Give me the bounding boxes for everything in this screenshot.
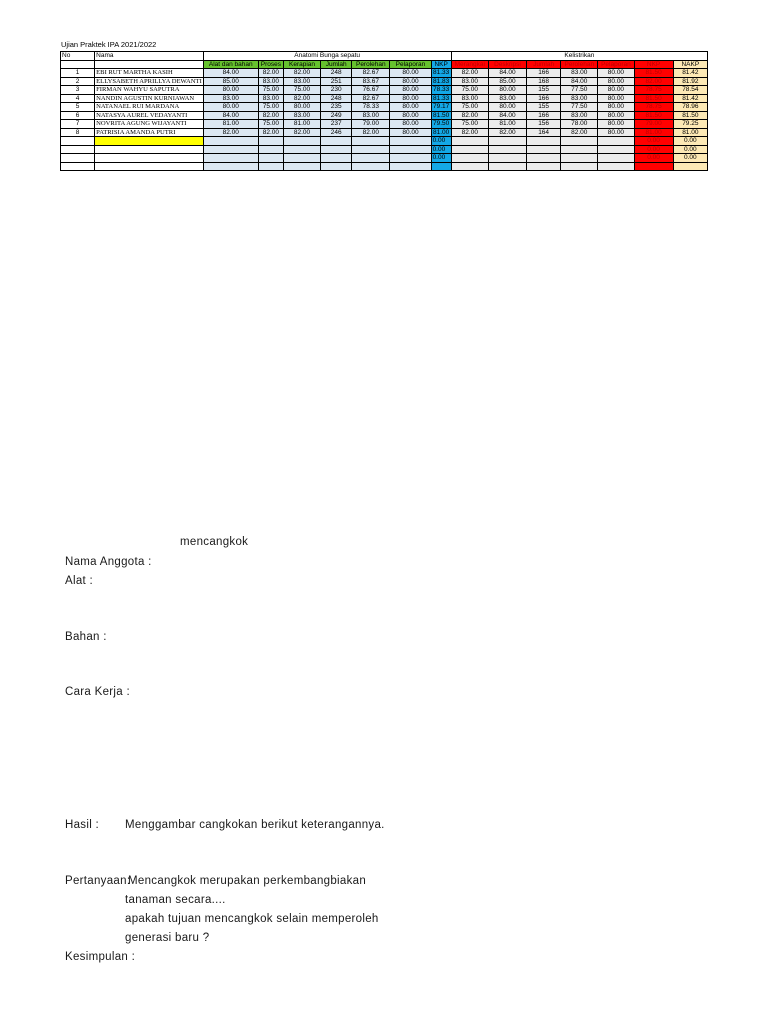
cell-kelistrikan: 82.00 (488, 128, 526, 137)
cell-anatomi: 79.50 (433, 120, 450, 127)
cell-kelistrikan (488, 154, 526, 163)
cell-anatomi: 81.83 (433, 77, 450, 85)
cell-anatomi (390, 145, 431, 154)
cell-anatomi-nkp: 0.00 (431, 137, 451, 146)
header-row-1 (61, 52, 708, 61)
cell-anatomi: 80.00 (283, 103, 320, 112)
table-row (61, 103, 708, 112)
cell-no: 6 (61, 111, 95, 120)
cell-anatomi (390, 162, 431, 171)
label-cara-kerja: Cara Kerja : (65, 686, 130, 698)
cell-anatomi: 75.00 (283, 86, 320, 95)
cell-kelistrikan (527, 162, 561, 171)
cell-kelistrikan (488, 162, 526, 171)
cell-kelistrikan (488, 145, 526, 154)
sheet-title: Ujian Praktek IPA 2021/2022 (61, 40, 157, 49)
cell-anatomi: 82.00 (258, 111, 283, 120)
col-header: Kerapian (283, 60, 320, 69)
col-header: Deskripsi (488, 60, 526, 69)
cell-anatomi (321, 154, 352, 163)
cell-kelistrikan (527, 154, 561, 163)
cell-kelistrikan: 75.00 (451, 120, 488, 129)
cell-no (61, 154, 95, 163)
cell-no: 2 (61, 77, 95, 86)
cell-anatomi: 82.67 (352, 69, 390, 78)
col-header: NKP (431, 60, 451, 69)
cell-anatomi: 82.67 (352, 94, 390, 103)
question-2-line-1: apakah tujuan mencangkok selain memperoleh (125, 913, 379, 925)
table-row (61, 77, 708, 86)
header-blank (61, 60, 95, 69)
cell-kelistrikan: 82.00 (451, 128, 488, 137)
cell-anatomi: 80.00 (390, 103, 431, 112)
cell-kelistrikan: 83.00 (451, 77, 488, 86)
col-header: Jumlah (321, 60, 352, 69)
cell-nama (95, 162, 203, 171)
cell-anatomi: 81.00 (283, 120, 320, 129)
cell-kelistrikan (527, 145, 561, 154)
cell-anatomi: 83.67 (352, 77, 390, 86)
cell-kelistrikan: 75.00 (451, 86, 488, 95)
cell-kelistrikan: 80.00 (598, 103, 634, 112)
cell-anatomi-nkp: 0.00 (431, 145, 451, 154)
col-header: Proses (258, 60, 283, 69)
cell-kelistrikan: 78.00 (561, 120, 598, 129)
label-pertanyaan: Pertanyaan: (65, 875, 131, 887)
header-nama: Nama (95, 52, 203, 61)
cell-kelistrikan: 81.00 (673, 128, 707, 137)
cell-anatomi: 80.00 (390, 86, 431, 95)
cell-anatomi: 251 (321, 77, 352, 86)
header-row-2 (61, 60, 708, 69)
cell-anatomi (352, 145, 390, 154)
cell-anatomi (258, 154, 283, 163)
cell-kelistrikan: 80.00 (598, 128, 634, 137)
label-nama-anggota: Nama Anggota : (65, 556, 152, 568)
cell-anatomi (283, 162, 320, 171)
question-1-line-1: Mencangkok merupakan perkembangbiakan (128, 875, 367, 887)
cell-anatomi: 81.50 (433, 111, 450, 119)
cell-kelistrikan (451, 145, 488, 154)
cell-kelistrikan: 78.96 (673, 103, 707, 112)
cell-kelistrikan: 81.42 (673, 94, 707, 103)
cell-kelistrikan: 81.00 (488, 120, 526, 129)
cell-anatomi: 230 (321, 86, 352, 95)
cell-anatomi: 75.00 (258, 103, 283, 112)
cell-anatomi (321, 137, 352, 146)
cell-no (61, 162, 95, 171)
cell-kelistrikan: 82.00 (451, 69, 488, 78)
table-row (61, 162, 708, 171)
hasil-text: Menggambar cangkokan berikut keterangannya. (125, 819, 385, 831)
cell-anatomi: 80.00 (390, 128, 431, 137)
cell-anatomi: 84.00 (203, 111, 258, 120)
cell-anatomi (203, 154, 258, 163)
score-table (60, 51, 708, 171)
cell-kelistrikan: 78.54 (673, 86, 707, 95)
cell-kelistrikan: 81.42 (673, 69, 707, 78)
cell-no: 8 (61, 128, 95, 137)
cell-no: 5 (61, 103, 95, 112)
table-row (61, 94, 708, 103)
cell-kelistrikan (561, 137, 598, 146)
table-row (61, 120, 708, 129)
col-header: Pelaporan (390, 60, 431, 69)
cell-nama: NANDIN AGUSTIN KURNIAWAN (95, 94, 203, 103)
cell-kelistrikan: 83.00 (561, 111, 598, 120)
cell-kelistrikan (561, 145, 598, 154)
cell-anatomi: 81.33 (433, 69, 450, 76)
cell-anatomi: 81.00 (203, 120, 258, 129)
cell-kelistrikan: 80.00 (488, 86, 526, 95)
col-header: Perolehan (352, 60, 390, 69)
cell-anatomi: 75.00 (258, 86, 283, 95)
cell-kelistrikan: 82.00 (561, 128, 598, 137)
cell-kelistrikan: 168 (527, 77, 561, 86)
cell-kelistrikan: 85.00 (488, 77, 526, 86)
cell-anatomi (203, 137, 258, 146)
cell-anatomi: 79.00 (352, 120, 390, 129)
cell-kelistrikan: 82.00 (634, 77, 673, 86)
cell-nakp: 0.00 (673, 154, 707, 163)
cell-anatomi: 81.00 (433, 128, 450, 136)
cell-kelistrikan (561, 162, 598, 171)
cell-no: 7 (61, 120, 95, 129)
cell-kelistrikan: 156 (527, 120, 561, 129)
cell-kelistrikan: 80.00 (598, 120, 634, 129)
cell-anatomi (203, 162, 258, 171)
cell-kelistrikan: 79.25 (673, 120, 707, 129)
cell-kelistrikan (451, 154, 488, 163)
cell-anatomi: 80.00 (390, 69, 431, 78)
cell-kelistrikan (527, 137, 561, 146)
cell-kelistrikan: 78.75 (634, 103, 673, 112)
cell-anatomi: 78.33 (433, 86, 450, 93)
cell-anatomi: 81.33 (433, 94, 450, 102)
table-row (61, 69, 708, 78)
cell-anatomi: 83.00 (258, 94, 283, 103)
cell-anatomi: 83.00 (258, 77, 283, 86)
cell-kelistrikan (598, 162, 634, 171)
cell-kelistrikan: 83.00 (561, 94, 598, 103)
cell-anatomi (283, 137, 320, 146)
cell-kelistrikan (561, 154, 598, 163)
cell-kelistrikan: 166 (527, 94, 561, 103)
cell-anatomi: 83.00 (283, 111, 320, 120)
cell-anatomi: 249 (321, 111, 352, 120)
cell-anatomi: 76.67 (352, 86, 390, 95)
cell-anatomi: 82.00 (283, 94, 320, 103)
cell-kelistrikan: 155 (527, 103, 561, 112)
cell-kelistrikan: 81.50 (673, 111, 707, 120)
cell-anatomi: 80.00 (390, 120, 431, 129)
cell-kelistrikan-nkp (634, 162, 673, 171)
cell-anatomi (390, 137, 431, 146)
cell-kelistrikan-nkp: 0.00 (634, 145, 673, 154)
cell-kelistrikan: 75.00 (451, 103, 488, 112)
cell-anatomi: 235 (321, 103, 352, 112)
cell-kelistrikan: 81.50 (634, 111, 673, 120)
cell-kelistrikan (598, 145, 634, 154)
cell-anatomi: 83.00 (352, 111, 390, 120)
cell-kelistrikan: 77.50 (561, 103, 598, 112)
cell-anatomi-nkp: 0.00 (431, 154, 451, 163)
cell-anatomi: 75.00 (258, 120, 283, 129)
table-row (61, 145, 708, 154)
cell-kelistrikan: 82.00 (451, 111, 488, 120)
cell-anatomi: 78.33 (352, 103, 390, 112)
cell-nama (95, 154, 203, 163)
cell-anatomi: 80.00 (203, 86, 258, 95)
cell-anatomi (258, 137, 283, 146)
doc-title: mencangkok (180, 536, 249, 548)
cell-anatomi: 80.00 (390, 94, 431, 103)
cell-anatomi (321, 145, 352, 154)
cell-nama: PATRISIA AMANDA PUTRI (95, 128, 203, 137)
cell-anatomi: 82.00 (352, 128, 390, 137)
cell-nama: EBI RUT MARTHA KASIH (95, 69, 203, 78)
col-header: Merangkai (451, 60, 488, 69)
cell-nama: NATANAEL RUI MARDANA (95, 103, 203, 112)
cell-anatomi (352, 162, 390, 171)
cell-nama (95, 145, 203, 154)
cell-no: 1 (61, 69, 95, 78)
cell-no: 4 (61, 94, 95, 103)
cell-anatomi: 84.00 (203, 69, 258, 78)
cell-anatomi: 246 (321, 128, 352, 137)
cell-nakp (673, 162, 707, 171)
cell-kelistrikan: 81.92 (673, 77, 707, 86)
cell-anatomi (283, 145, 320, 154)
cell-kelistrikan: 83.00 (488, 94, 526, 103)
cell-kelistrikan-nkp: 0.00 (634, 137, 673, 146)
cell-kelistrikan: 81.50 (634, 69, 673, 78)
table-row (61, 111, 708, 120)
cell-anatomi: 80.00 (390, 111, 431, 120)
header-group-kelistrikan: Kelistrikan (451, 52, 707, 61)
cell-kelistrikan: 84.00 (561, 77, 598, 86)
cell-nama (95, 137, 203, 146)
cell-kelistrikan (598, 137, 634, 146)
cell-anatomi (258, 162, 283, 171)
cell-anatomi (258, 145, 283, 154)
label-bahan: Bahan : (65, 631, 107, 643)
cell-kelistrikan-nkp: 0.00 (634, 154, 673, 163)
cell-nakp: 0.00 (673, 145, 707, 154)
cell-kelistrikan: 155 (527, 86, 561, 95)
cell-kelistrikan: 166 (527, 69, 561, 78)
cell-nama: FIRMAN WAHYU SAPUTRA (95, 86, 203, 95)
cell-kelistrikan: 80.00 (598, 94, 634, 103)
cell-anatomi (352, 137, 390, 146)
col-header: Alat dan bahan (203, 60, 258, 69)
cell-nama: NOVRITA AGUNG WIJAYANTI (95, 120, 203, 129)
col-header: Jumlah (527, 60, 561, 69)
cell-kelistrikan: 164 (527, 128, 561, 137)
cell-anatomi: 83.00 (203, 94, 258, 103)
cell-kelistrikan: 84.00 (488, 111, 526, 120)
cell-kelistrikan (451, 162, 488, 171)
cell-kelistrikan: 79.00 (634, 120, 673, 129)
table-row (61, 128, 708, 137)
cell-anatomi: 85.00 (203, 77, 258, 86)
col-header: NKP (634, 60, 673, 69)
cell-anatomi: 82.00 (283, 69, 320, 78)
cell-anatomi: 80.00 (203, 103, 258, 112)
table-row (61, 86, 708, 95)
cell-kelistrikan (488, 137, 526, 146)
cell-kelistrikan: 84.00 (488, 69, 526, 78)
cell-kelistrikan: 80.00 (598, 111, 634, 120)
cell-anatomi: 82.00 (203, 128, 258, 137)
label-alat: Alat : (65, 575, 94, 587)
header-blank (95, 60, 203, 69)
cell-kelistrikan: 80.00 (598, 69, 634, 78)
cell-kelistrikan: 83.00 (561, 69, 598, 78)
header-group-anatomi: Anatomi Bunga sepatu (203, 52, 451, 61)
cell-no: 3 (61, 86, 95, 95)
col-header: NAKP (673, 60, 707, 69)
cell-kelistrikan: 80.00 (598, 77, 634, 86)
cell-anatomi: 82.00 (283, 128, 320, 137)
cell-no (61, 145, 95, 154)
question-1-line-2: tanaman secara.... (125, 894, 226, 906)
cell-kelistrikan (451, 137, 488, 146)
label-hasil: Hasil : (65, 819, 100, 831)
cell-kelistrikan: 77.50 (561, 86, 598, 95)
cell-anatomi (352, 154, 390, 163)
cell-kelistrikan (598, 154, 634, 163)
cell-kelistrikan: 166 (527, 111, 561, 120)
cell-anatomi: 248 (321, 69, 352, 78)
cell-anatomi (321, 162, 352, 171)
cell-anatomi (203, 145, 258, 154)
label-kesimpulan: Kesimpulan : (65, 951, 136, 963)
cell-anatomi (283, 154, 320, 163)
cell-anatomi: 237 (321, 120, 352, 129)
cell-kelistrikan: 83.00 (451, 94, 488, 103)
cell-kelistrikan: 81.00 (634, 128, 673, 137)
table-row (61, 137, 708, 146)
col-header: Pelaporan (598, 60, 634, 69)
cell-anatomi: 82.00 (258, 128, 283, 137)
header-no: No (61, 52, 95, 61)
table-row (61, 154, 708, 163)
cell-kelistrikan: 78.75 (634, 86, 673, 95)
cell-nama: ELLYSABETH APRILLYA DEWANTI (96, 77, 202, 85)
cell-nakp: 0.00 (673, 137, 707, 146)
cell-kelistrikan: 80.00 (598, 86, 634, 95)
cell-kelistrikan: 80.00 (488, 103, 526, 112)
col-header: Perolehan (561, 60, 598, 69)
cell-no (61, 137, 95, 146)
question-2-line-2: generasi baru ? (125, 932, 210, 944)
cell-anatomi: 80.00 (390, 77, 431, 86)
cell-anatomi: 248 (321, 94, 352, 103)
cell-anatomi: 79.17 (433, 103, 450, 110)
cell-anatomi: 82.00 (258, 69, 283, 78)
cell-anatomi: 83.00 (283, 77, 320, 86)
cell-anatomi (390, 154, 431, 163)
cell-anatomi-nkp (431, 162, 451, 171)
cell-kelistrikan: 81.50 (634, 94, 673, 103)
cell-nama: NATASYA AUREL VEDAYANTI (95, 111, 203, 120)
